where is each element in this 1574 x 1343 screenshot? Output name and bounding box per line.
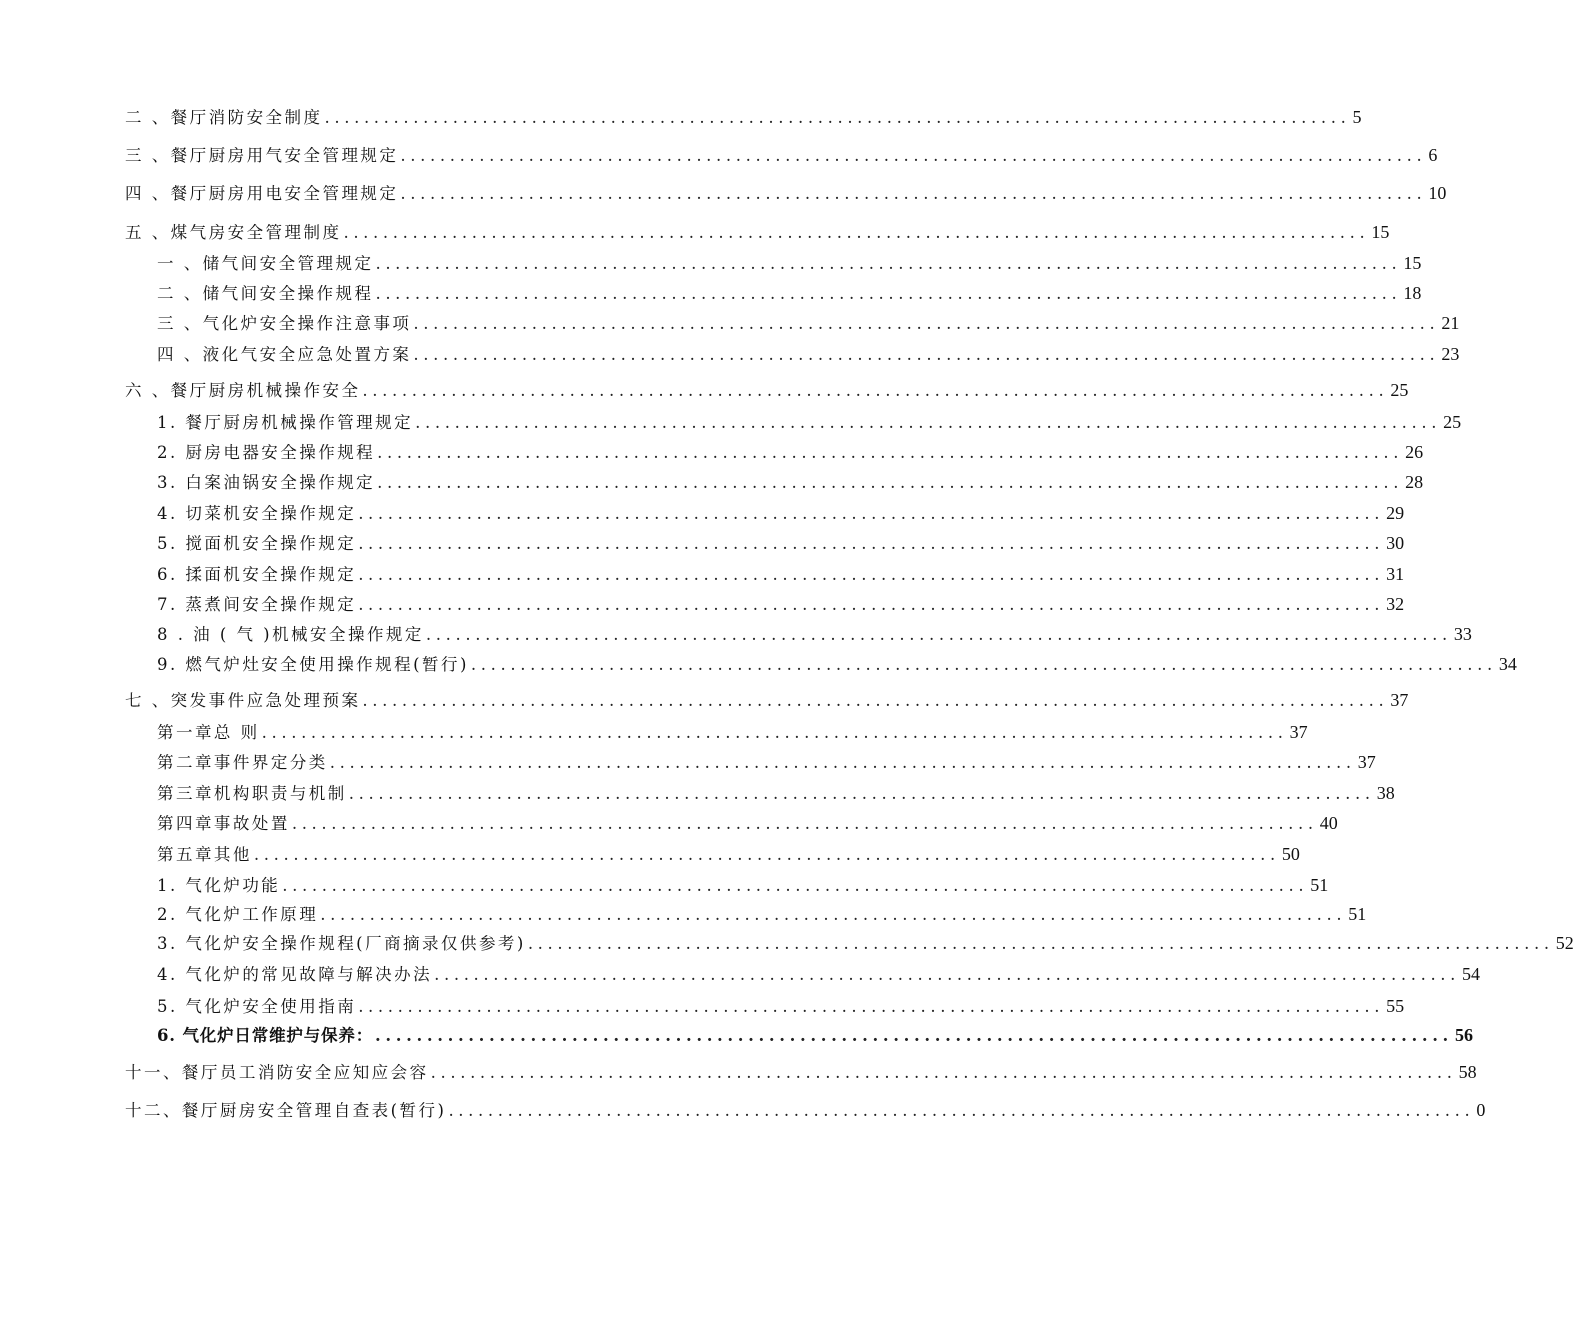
toc-entry-title: 五 、煤气房安全管理制度 xyxy=(125,223,342,242)
toc-entry[interactable] xyxy=(157,904,1367,925)
toc-entry[interactable] xyxy=(125,690,1409,711)
toc-entry-page: 40 xyxy=(1319,813,1338,833)
toc-dot-leader: ........................................................................................................ xyxy=(358,595,1385,614)
toc-entry-title: 7. 蒸煮间安全操作规定 xyxy=(157,595,357,614)
toc-entry-title: 四 、液化气安全应急处置方案 xyxy=(157,345,412,364)
toc-dot-leader: ........................................................................................................ xyxy=(261,723,1288,742)
toc-dot-leader: ........................................................................................................ xyxy=(375,254,1402,273)
toc-entry-page: 18 xyxy=(1403,283,1422,303)
toc-dot-leader: ........................................................................................................ xyxy=(329,753,1356,772)
toc-entry-page: 28 xyxy=(1405,472,1424,492)
toc-entry-title: 二 、餐厅消防安全制度 xyxy=(125,108,323,127)
toc-dot-leader: ........................................................................................................ xyxy=(291,814,1318,833)
toc-entry-title: 一 、储气间安全管理规定 xyxy=(157,254,374,273)
toc-entry[interactable] xyxy=(157,722,1308,743)
toc-dot-leader: ........................................................................................................ xyxy=(377,473,1404,492)
toc-entry-page: 51 xyxy=(1348,904,1367,924)
toc-dot-leader: ........................................................................................................ xyxy=(470,655,1497,674)
toc-entry-page: 33 xyxy=(1453,624,1472,644)
toc-entry-title: 六 、餐厅厨房机械操作安全 xyxy=(125,381,361,400)
toc-entry-title: 第五章其他 xyxy=(157,845,252,864)
toc-entry-page: 55 xyxy=(1386,996,1405,1016)
toc-entry[interactable] xyxy=(125,107,1362,128)
toc-entry-title: 2. 厨房电器安全操作规程 xyxy=(157,443,376,462)
toc-entry-title: 6. 揉面机安全操作规定 xyxy=(157,565,357,584)
toc-entry[interactable] xyxy=(157,624,1472,645)
toc-entry[interactable] xyxy=(157,344,1460,365)
toc-entry-page: 25 xyxy=(1443,412,1462,432)
toc-entry[interactable] xyxy=(157,844,1300,865)
toc-entry[interactable] xyxy=(125,145,1438,166)
toc-dot-leader: ........................................................................................................ xyxy=(434,965,1461,984)
toc-dot-leader: ........................................................................................................ xyxy=(448,1101,1475,1120)
toc-dot-leader: ........................................................................................................ xyxy=(358,504,1385,523)
toc-entry-title: 第三章机构职责与机制 xyxy=(157,784,347,803)
toc-entry[interactable] xyxy=(157,964,1481,985)
toc-entry-title: 十一、餐厅员工消防安全应知应会容 xyxy=(125,1063,429,1082)
toc-entry-page: 32 xyxy=(1386,594,1405,614)
toc-entry-page: 26 xyxy=(1405,442,1424,462)
toc-entry-title: 十二、餐厅厨房安全管理自查表(暂行) xyxy=(125,1101,447,1120)
toc-dot-leader: ........................................................................................................ xyxy=(430,1063,1457,1082)
toc-entry-page: 58 xyxy=(1458,1062,1477,1082)
toc-entry-page: 54 xyxy=(1462,964,1481,984)
toc-entry-title: 1. 气化炉功能 xyxy=(157,876,281,895)
toc-entry[interactable] xyxy=(157,412,1462,433)
toc-entry-page: 37 xyxy=(1357,752,1376,772)
toc-entry[interactable] xyxy=(125,380,1409,401)
toc-entry[interactable] xyxy=(157,594,1405,615)
toc-entry[interactable] xyxy=(157,654,1517,675)
toc-dot-leader: ........................................................................................................ xyxy=(413,314,1440,333)
toc-dot-leader: ........................................................................................................ xyxy=(320,905,1347,924)
toc-dot-leader: ........................................................................................................ xyxy=(377,443,1404,462)
toc-entry[interactable] xyxy=(125,1100,1486,1121)
toc-dot-leader: ........................................................................................................ xyxy=(375,284,1402,303)
toc-entry-page: 21 xyxy=(1441,313,1460,333)
toc-entry-page: 25 xyxy=(1390,380,1409,400)
toc-dot-leader: ........................................................................................................ xyxy=(358,534,1385,553)
toc-entry-page: 51 xyxy=(1310,875,1329,895)
toc-entry-page: 15 xyxy=(1403,253,1422,273)
toc-entry[interactable] xyxy=(157,1025,1473,1046)
toc-dot-leader: ........................................................................................................ xyxy=(400,146,1427,165)
toc-dot-leader: ........................................................................................................ xyxy=(362,691,1389,710)
toc-entry-title: 三 、餐厅厨房用气安全管理规定 xyxy=(125,146,399,165)
toc-entry-page: 15 xyxy=(1371,222,1390,242)
toc-entry-page: 23 xyxy=(1441,344,1460,364)
toc-entry[interactable] xyxy=(125,222,1390,243)
toc-entry-page: 31 xyxy=(1386,564,1405,584)
toc-entry-title: 四 、餐厅厨房用电安全管理规定 xyxy=(125,184,399,203)
toc-entry[interactable] xyxy=(157,875,1329,896)
toc-entry-page: 37 xyxy=(1289,722,1308,742)
toc-entry-page: 52 xyxy=(1555,933,1574,953)
toc-entry-title: 8 . 油 ( 气 )机械安全操作规定 xyxy=(157,625,424,644)
toc-entry-title: 七 、突发事件应急处理预案 xyxy=(125,691,361,710)
toc-entry-page: 30 xyxy=(1386,533,1405,553)
toc-dot-leader: ........................................................................................................ xyxy=(400,184,1427,203)
toc-dot-leader: ........................................................................................................ xyxy=(282,876,1309,895)
toc-entry[interactable] xyxy=(157,503,1405,524)
toc-dot-leader: ........................................................................................................ xyxy=(362,381,1389,400)
toc-entry-page: 50 xyxy=(1281,844,1300,864)
toc-dot-leader: ........................................................................................................ xyxy=(324,108,1351,127)
toc-entry-page: 38 xyxy=(1376,783,1395,803)
toc-entry[interactable] xyxy=(157,783,1395,804)
toc-entry[interactable] xyxy=(157,472,1424,493)
toc-entry[interactable] xyxy=(157,933,1574,954)
toc-entry-title: 三 、气化炉安全操作注意事项 xyxy=(157,314,412,333)
toc-entry-title: 2. 气化炉工作原理 xyxy=(157,905,319,924)
toc-dot-leader: ........................................................................................................ xyxy=(425,625,1452,644)
toc-entry[interactable] xyxy=(157,253,1422,274)
toc-entry-page: 0 xyxy=(1476,1100,1486,1120)
toc-dot-leader: ........................................................................................................ xyxy=(527,934,1554,953)
toc-entry[interactable] xyxy=(157,564,1405,585)
toc-entry-title: 4. 气化炉的常见故障与解决办法 xyxy=(157,965,433,984)
toc-entry-page: 6 xyxy=(1428,145,1438,165)
toc-entry[interactable] xyxy=(157,313,1460,334)
toc-entry-title: 第二章事件界定分类 xyxy=(157,753,328,772)
toc-dot-leader: ........................................................................................................ xyxy=(413,345,1440,364)
toc-entry-title: 二 、储气间安全操作规程 xyxy=(157,284,374,303)
toc-entry-page: 34 xyxy=(1498,654,1517,674)
toc-entry-title: 6. 气化炉日常维护与保养： xyxy=(157,1026,374,1045)
toc-entry[interactable] xyxy=(125,1062,1477,1083)
toc-entry-title: 9. 燃气炉灶安全使用操作规程(暂行) xyxy=(157,655,469,674)
toc-dot-leader: ........................................................................................................ xyxy=(358,997,1385,1016)
toc-entry[interactable] xyxy=(157,533,1405,554)
toc-dot-leader: ........................................................................................................ xyxy=(348,784,1375,803)
toc-entry-page: 10 xyxy=(1428,183,1447,203)
toc-entry-title: 5. 搅面机安全操作规定 xyxy=(157,534,357,553)
toc-dot-leader: ........................................................................................................ xyxy=(415,413,1442,432)
toc-entry-title: 3. 气化炉安全操作规程(厂商摘录仅供参考) xyxy=(157,934,526,953)
toc-dot-leader: ........................................................................................................ xyxy=(343,223,1370,242)
toc-entry-page: 29 xyxy=(1386,503,1405,523)
toc-entry-page: 37 xyxy=(1390,690,1409,710)
toc-entry[interactable] xyxy=(157,442,1424,463)
toc-entry-title: 1. 餐厅厨房机械操作管理规定 xyxy=(157,413,414,432)
toc-entry-title: 第一章总 则 xyxy=(157,723,260,742)
toc-entry[interactable] xyxy=(157,752,1376,773)
toc-entry-title: 3. 白案油锅安全操作规定 xyxy=(157,473,376,492)
toc-dot-leader: ........................................................................................................ xyxy=(375,1026,1453,1045)
toc-entry-page: 56 xyxy=(1454,1025,1473,1045)
toc-entry[interactable] xyxy=(157,283,1422,304)
toc-entry[interactable] xyxy=(157,996,1405,1017)
toc-entry-page: 5 xyxy=(1352,107,1362,127)
toc-entry-title: 4. 切菜机安全操作规定 xyxy=(157,504,357,523)
toc-entry-title: 第四章事故处置 xyxy=(157,814,290,833)
toc-dot-leader: ........................................................................................................ xyxy=(253,845,1280,864)
toc-entry-title: 5. 气化炉安全使用指南 xyxy=(157,997,357,1016)
toc-entry[interactable] xyxy=(125,183,1447,204)
toc-entry[interactable] xyxy=(157,813,1338,834)
toc-dot-leader: ........................................................................................................ xyxy=(358,565,1385,584)
